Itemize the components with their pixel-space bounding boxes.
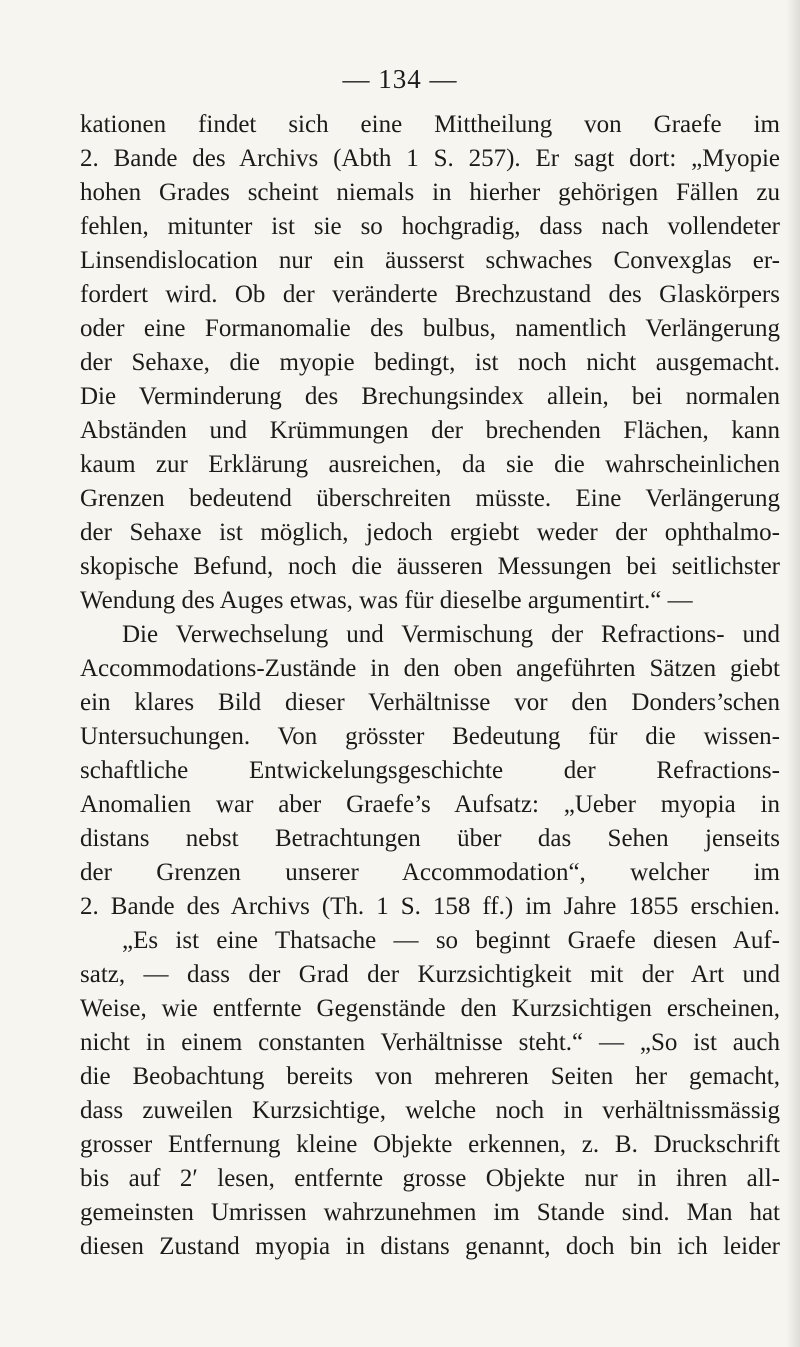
- text-line: ein klares Bild dieser Verhältnisse vor den Donders’schen: [80, 689, 780, 716]
- page-edge-shadow: [786, 0, 800, 1347]
- text-line: oder eine Formanomalie des bulbus, namentlich Verlängerung: [80, 315, 780, 342]
- text-line: 2. Bande des Archivs (Abth 1 S. 257). Er sagt dort: „Myopie: [80, 145, 780, 172]
- text-line: Weise, wie entfernte Gegenstände den Kurzsichtigen erscheinen,: [80, 995, 780, 1022]
- text-line: Die Verwechselung und Vermischung der Refractions- und: [122, 621, 780, 648]
- body-text: [80, 108, 780, 1264]
- text-line: Wendung des Auges etwas, was für dieselbe argumentirt.“ —: [80, 587, 693, 614]
- text-line: Anomalien war aber Graefe’s Aufsatz: „Ueber myopia in: [80, 791, 780, 818]
- text-line: distans nebst Betrachtungen über das Sehen jenseits: [80, 825, 780, 852]
- text-line: kationen findet sich eine Mittheilung von Graefe im: [80, 111, 780, 138]
- text-line: kaum zur Erklärung ausreichen, da sie die wahrscheinlichen: [80, 451, 780, 478]
- text-line: satz, — dass der Grad der Kurzsichtigkeit mit der Art und: [80, 961, 780, 988]
- text-line: hohen Grades scheint niemals in hierher gehörigen Fällen zu: [80, 179, 780, 206]
- text-line: Grenzen bedeutend überschreiten müsste. Eine Verlängerung: [80, 485, 780, 512]
- text-line: dass zuweilen Kurzsichtige, welche noch in verhältnissmässig: [80, 1097, 780, 1124]
- text-line: diesen Zustand myopia in distans genannt, doch bin ich leider: [80, 1233, 780, 1260]
- text-line: 2. Bande des Archivs (Th. 1 S. 158 ff.) im Jahre 1855 erschien.: [80, 893, 780, 920]
- page-number: — 134 —: [342, 64, 458, 94]
- text-line: gemeinsten Umrissen wahrzunehmen im Stande sind. Man hat: [80, 1199, 780, 1226]
- text-line: bis auf 2′ lesen, entfernte grosse Objekte nur in ihren all-: [80, 1165, 780, 1192]
- text-line: Untersuchungen. Von grösster Bedeutung für die wissen-: [80, 723, 780, 750]
- text-line: der Sehaxe ist möglich, jedoch ergiebt weder der ophthalmo-: [80, 519, 780, 546]
- text-line: schaftliche Entwickelungsgeschichte der Refractions-: [80, 757, 780, 784]
- text-line: die Beobachtung bereits von mehreren Seiten her gemacht,: [80, 1063, 780, 1090]
- text-line: fehlen, mitunter ist sie so hochgradig, dass nach vollendeter: [80, 213, 780, 240]
- text-line: fordert wird. Ob der veränderte Brechzustand des Glaskörpers: [80, 281, 780, 308]
- text-line: „Es ist eine Thatsache — so beginnt Graefe diesen Auf-: [122, 927, 780, 954]
- text-line: nicht in einem constanten Verhältnisse steht.“ — „So ist auch: [80, 1029, 780, 1056]
- text-line: der Grenzen unserer Accommodation“, welcher im: [80, 859, 780, 886]
- text-line: skopische Befund, noch die äusseren Messungen bei seitlichster: [80, 553, 780, 580]
- text-line: Linsendislocation nur ein äusserst schwaches Convexglas er-: [80, 247, 780, 274]
- text-line: der Sehaxe, die myopie bedingt, ist noch nicht ausgemacht.: [80, 349, 780, 376]
- text-line: Die Verminderung des Brechungsindex allein, bei normalen: [80, 383, 780, 410]
- text-line: grosser Entfernung kleine Objekte erkennen, z. B. Druckschrift: [80, 1131, 780, 1158]
- text-line: Abständen und Krümmungen der brechenden Flächen, kann: [80, 417, 780, 444]
- text-line: Accommodations-Zustände in den oben angeführten Sätzen giebt: [80, 655, 780, 682]
